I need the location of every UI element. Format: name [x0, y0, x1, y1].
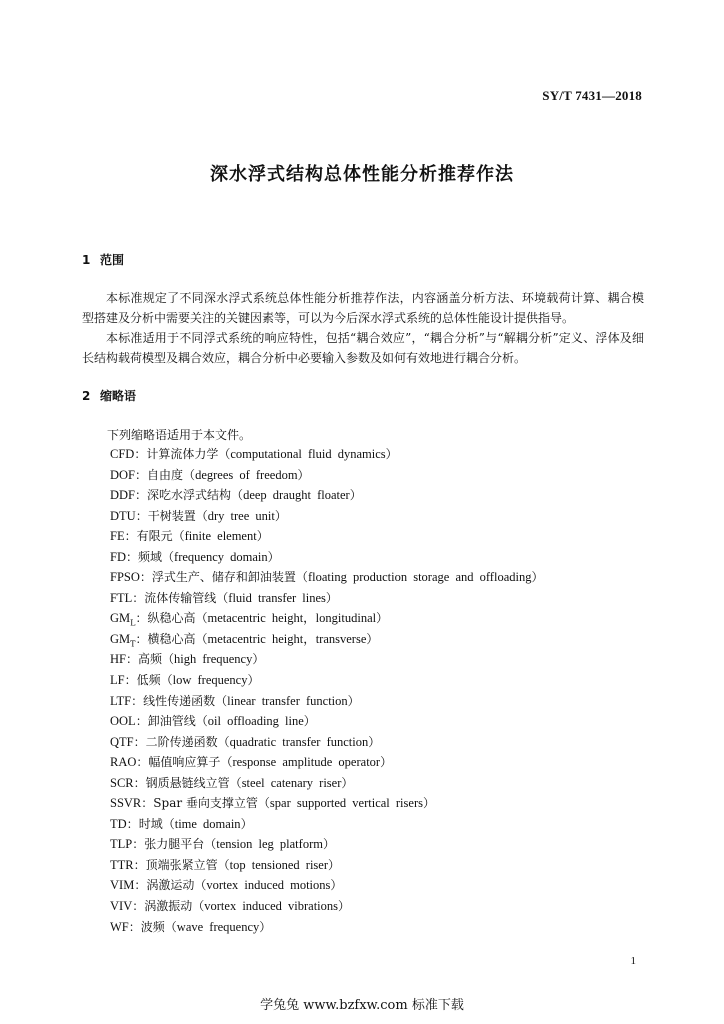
close-paren: ） — [341, 775, 354, 790]
close-paren: ） — [328, 857, 341, 872]
close-paren: ） — [252, 652, 265, 667]
separator: ： — [135, 467, 148, 482]
abbreviation: LF — [110, 673, 125, 688]
abbreviation-subscript: L — [130, 618, 136, 628]
close-paren: ） — [240, 816, 253, 831]
english-term: low frequency — [172, 673, 248, 688]
close-paren: ） — [259, 919, 272, 934]
list-item — [110, 773, 543, 794]
chinese-term: 涡激运动 — [146, 878, 195, 893]
english-term: steel catenary riser — [241, 775, 342, 790]
abbreviation: OOL — [110, 714, 136, 729]
separator: ： — [132, 899, 145, 914]
close-paren: ） — [325, 590, 338, 605]
list-item — [110, 547, 543, 568]
list-item — [110, 608, 543, 629]
english-term: tension leg platform — [216, 837, 323, 852]
close-paren: ） — [380, 755, 393, 770]
separator: ： — [133, 857, 146, 872]
english-term: high frequency — [174, 652, 253, 667]
open-paren: （ — [162, 652, 175, 667]
open-paren: （ — [217, 857, 230, 872]
open-paren: （ — [172, 529, 185, 544]
separator: ： — [125, 652, 138, 667]
close-paren: ） — [349, 488, 362, 503]
section-title: 范围 — [100, 253, 125, 267]
open-paren: （ — [217, 734, 230, 749]
list-item — [110, 526, 543, 547]
open-paren: （ — [162, 549, 175, 564]
list-item — [110, 752, 543, 773]
english-term: degrees of freedom — [195, 467, 298, 482]
chinese-term: Spar 垂向支撑立管 — [153, 796, 258, 811]
open-paren: （ — [215, 693, 228, 708]
english-term: frequency domain — [174, 549, 268, 564]
english-term: wave frequency — [176, 919, 260, 934]
english-term: deep draught floater — [243, 488, 350, 503]
english-term: quadratic transfer function — [229, 734, 369, 749]
chinese-term: 计算流体力学 — [146, 447, 219, 461]
separator: ： — [128, 919, 141, 934]
english-term: top tensioned riser — [229, 857, 328, 872]
separator: ： — [134, 878, 147, 893]
open-paren: （ — [162, 816, 175, 831]
abbreviation: DDF — [110, 488, 136, 503]
list-item — [110, 629, 543, 650]
abbreviation: FPSO — [110, 570, 140, 585]
abbreviation: CFD — [110, 447, 135, 461]
close-paren: ） — [267, 549, 280, 564]
abbreviation: TLP — [110, 837, 133, 852]
list-item — [110, 855, 543, 876]
abbreviation-list — [110, 444, 543, 937]
english-term: spar supported vertical risers — [269, 796, 423, 811]
english-term: linear transfer function — [227, 693, 348, 708]
list-item — [110, 567, 543, 588]
separator: ： — [136, 755, 149, 770]
close-paren: ） — [256, 529, 269, 544]
close-paren: ） — [368, 734, 381, 749]
close-paren: ） — [297, 467, 310, 482]
section-number: 2 — [82, 389, 91, 403]
list-item — [110, 649, 543, 670]
close-paren: ） — [347, 693, 360, 708]
chinese-term: 钢质悬链线立管 — [145, 775, 230, 790]
english-term: vortex induced vibrations — [204, 899, 339, 914]
abbreviation: RAO — [110, 755, 137, 770]
abbreviation: FD — [110, 549, 126, 564]
list-item — [110, 506, 543, 527]
english-term: response amplitude operator — [232, 755, 381, 770]
chinese-term: 频域 — [138, 549, 163, 564]
abbreviation: SSVR — [110, 796, 142, 811]
close-paren: ） — [422, 796, 435, 811]
open-paren: （ — [231, 488, 244, 503]
separator: ： — [124, 673, 137, 688]
chinese-term: 低频 — [136, 673, 161, 688]
separator: ： — [135, 714, 148, 729]
separator: ： — [135, 508, 148, 523]
chinese-term: 卸油管线 — [147, 714, 196, 729]
chinese-term: 浮式生产、储存和卸油装置 — [151, 570, 296, 585]
list-item — [110, 917, 543, 938]
abbreviation-subscript: T — [130, 639, 136, 649]
separator: ： — [135, 488, 148, 503]
abbreviation: LTF — [110, 693, 132, 708]
abbreviation: SCR — [110, 775, 134, 790]
document-title: 深水浮式结构总体性能分析推荐作法 — [210, 164, 514, 185]
chinese-term: 高频 — [138, 652, 163, 667]
footer-watermark: 学兔兔 www.bzfxw.com 标准下载 — [260, 998, 464, 1013]
abbreviation: TTR — [110, 857, 134, 872]
separator: ： — [133, 734, 146, 749]
close-paren: ） — [303, 714, 316, 729]
separator: ： — [132, 837, 145, 852]
chinese-term: 流体传输管线 — [144, 590, 217, 605]
chinese-term: 有限元 — [136, 529, 173, 544]
close-paren: ） — [338, 899, 351, 914]
separator: ： — [125, 549, 138, 564]
section-number: 1 — [82, 253, 91, 267]
list-item — [110, 732, 543, 753]
open-paren: （ — [192, 899, 205, 914]
close-paren: ） — [322, 837, 335, 852]
separator: ： — [135, 611, 148, 626]
abbreviation: WF — [110, 919, 129, 934]
chinese-term: 张力腿平台 — [144, 837, 205, 852]
close-paren: ） — [531, 570, 544, 585]
english-term: dry tree unit — [207, 508, 275, 523]
standard-code: SY/T 7431—2018 — [542, 88, 642, 103]
close-paren: ） — [247, 673, 260, 688]
chinese-term: 干树装置 — [147, 508, 196, 523]
separator: ： — [124, 529, 137, 544]
abbreviation: DOF — [110, 467, 136, 482]
open-paren: （ — [160, 673, 173, 688]
chinese-term: 涡激振动 — [144, 899, 193, 914]
paragraph: 本标准适用于不同浮式系统的响应特性，包括“耦合效应”，“耦合分析”与“解耦分析”定义、浮体及细长结构载荷模型及耦合效应，耦合分析中必要输入参数及如何有效地进行耦合分析。 — [82, 331, 644, 365]
open-paren: （ — [216, 590, 229, 605]
paragraph: 本标准规定了不同深水浮式系统总体性能分析推荐作法，内容涵盖分析方法、环境载荷计算、耦合模型搭建及分析中需要关注的关键因素等，可以为今后深水浮式系统的总体性能设计提供指导。 — [82, 291, 644, 325]
open-paren: （ — [195, 508, 208, 523]
english-term: oil offloading line — [207, 714, 304, 729]
list-item — [110, 691, 543, 712]
close-paren: ） — [366, 631, 379, 646]
section-1-heading — [82, 251, 124, 268]
chinese-term: 自由度 — [147, 467, 184, 482]
open-paren: （ — [194, 878, 207, 893]
abbreviation: TD — [110, 816, 127, 831]
section-1-body — [82, 288, 644, 368]
separator: ： — [139, 570, 152, 585]
list-item — [110, 793, 543, 814]
open-paren: （ — [295, 570, 308, 585]
list-item — [110, 711, 543, 732]
chinese-term: 深吃水浮式结构 — [147, 488, 232, 503]
separator: ： — [141, 796, 154, 811]
chinese-term: 线性传递函数 — [143, 693, 216, 708]
open-paren: （ — [257, 796, 270, 811]
open-paren: （ — [195, 714, 208, 729]
list-item — [110, 465, 543, 486]
open-paren: （ — [229, 775, 242, 790]
chinese-term: 时域 — [138, 816, 163, 831]
separator: ： — [134, 447, 147, 461]
chinese-term: 幅值响应算子 — [148, 755, 221, 770]
close-paren: ） — [376, 611, 389, 626]
english-term: computational fluid dynamics — [230, 447, 386, 461]
chinese-term: 顶端张紧立管 — [145, 857, 218, 872]
separator: ： — [126, 816, 139, 831]
english-term: time domain — [174, 816, 241, 831]
list-item — [110, 588, 543, 609]
list-item — [110, 444, 543, 465]
english-term: finite element — [184, 529, 257, 544]
chinese-term: 二阶传递函数 — [145, 734, 218, 749]
abbreviation: VIM — [110, 878, 135, 893]
open-paren: （ — [195, 611, 208, 626]
section-2-intro: 下列缩略语适用于本文件。 — [107, 428, 252, 442]
english-term: fluid transfer lines — [228, 590, 326, 605]
chinese-term: 波频 — [140, 919, 165, 934]
close-paren: ） — [330, 878, 343, 893]
list-item — [110, 896, 543, 917]
abbreviation: GM — [110, 631, 131, 646]
abbreviation: DTU — [110, 508, 136, 523]
english-term: metacentric height，longitudinal — [207, 611, 377, 626]
open-paren: （ — [164, 919, 177, 934]
open-paren: （ — [218, 447, 231, 461]
separator: ： — [131, 693, 144, 708]
list-item — [110, 670, 543, 691]
open-paren: （ — [220, 755, 233, 770]
abbreviation: FE — [110, 529, 125, 544]
abbreviation: QTF — [110, 734, 134, 749]
list-item — [110, 834, 543, 855]
abbreviation: FTL — [110, 590, 133, 605]
section-2-heading — [82, 387, 136, 404]
list-item — [110, 875, 543, 896]
abbreviation: HF — [110, 652, 126, 667]
open-paren: （ — [183, 467, 196, 482]
separator: ： — [132, 590, 145, 605]
list-item — [110, 814, 543, 835]
separator: ： — [133, 775, 146, 790]
english-term: metacentric height，transverse — [207, 631, 367, 646]
abbreviation: GM — [110, 611, 131, 626]
list-item — [110, 485, 543, 506]
open-paren: （ — [195, 631, 208, 646]
page-number: 1 — [630, 955, 636, 967]
abbreviation: VIV — [110, 899, 133, 914]
close-paren: ） — [274, 508, 287, 523]
chinese-term: 横稳心高 — [147, 631, 196, 646]
chinese-term: 纵稳心高 — [147, 611, 196, 626]
section-title: 缩略语 — [100, 389, 137, 403]
close-paren: ） — [385, 447, 398, 461]
english-term: vortex induced motions — [206, 878, 331, 893]
separator: ： — [135, 631, 148, 646]
open-paren: （ — [204, 837, 217, 852]
english-term: floating production storage and offloading — [307, 570, 532, 585]
